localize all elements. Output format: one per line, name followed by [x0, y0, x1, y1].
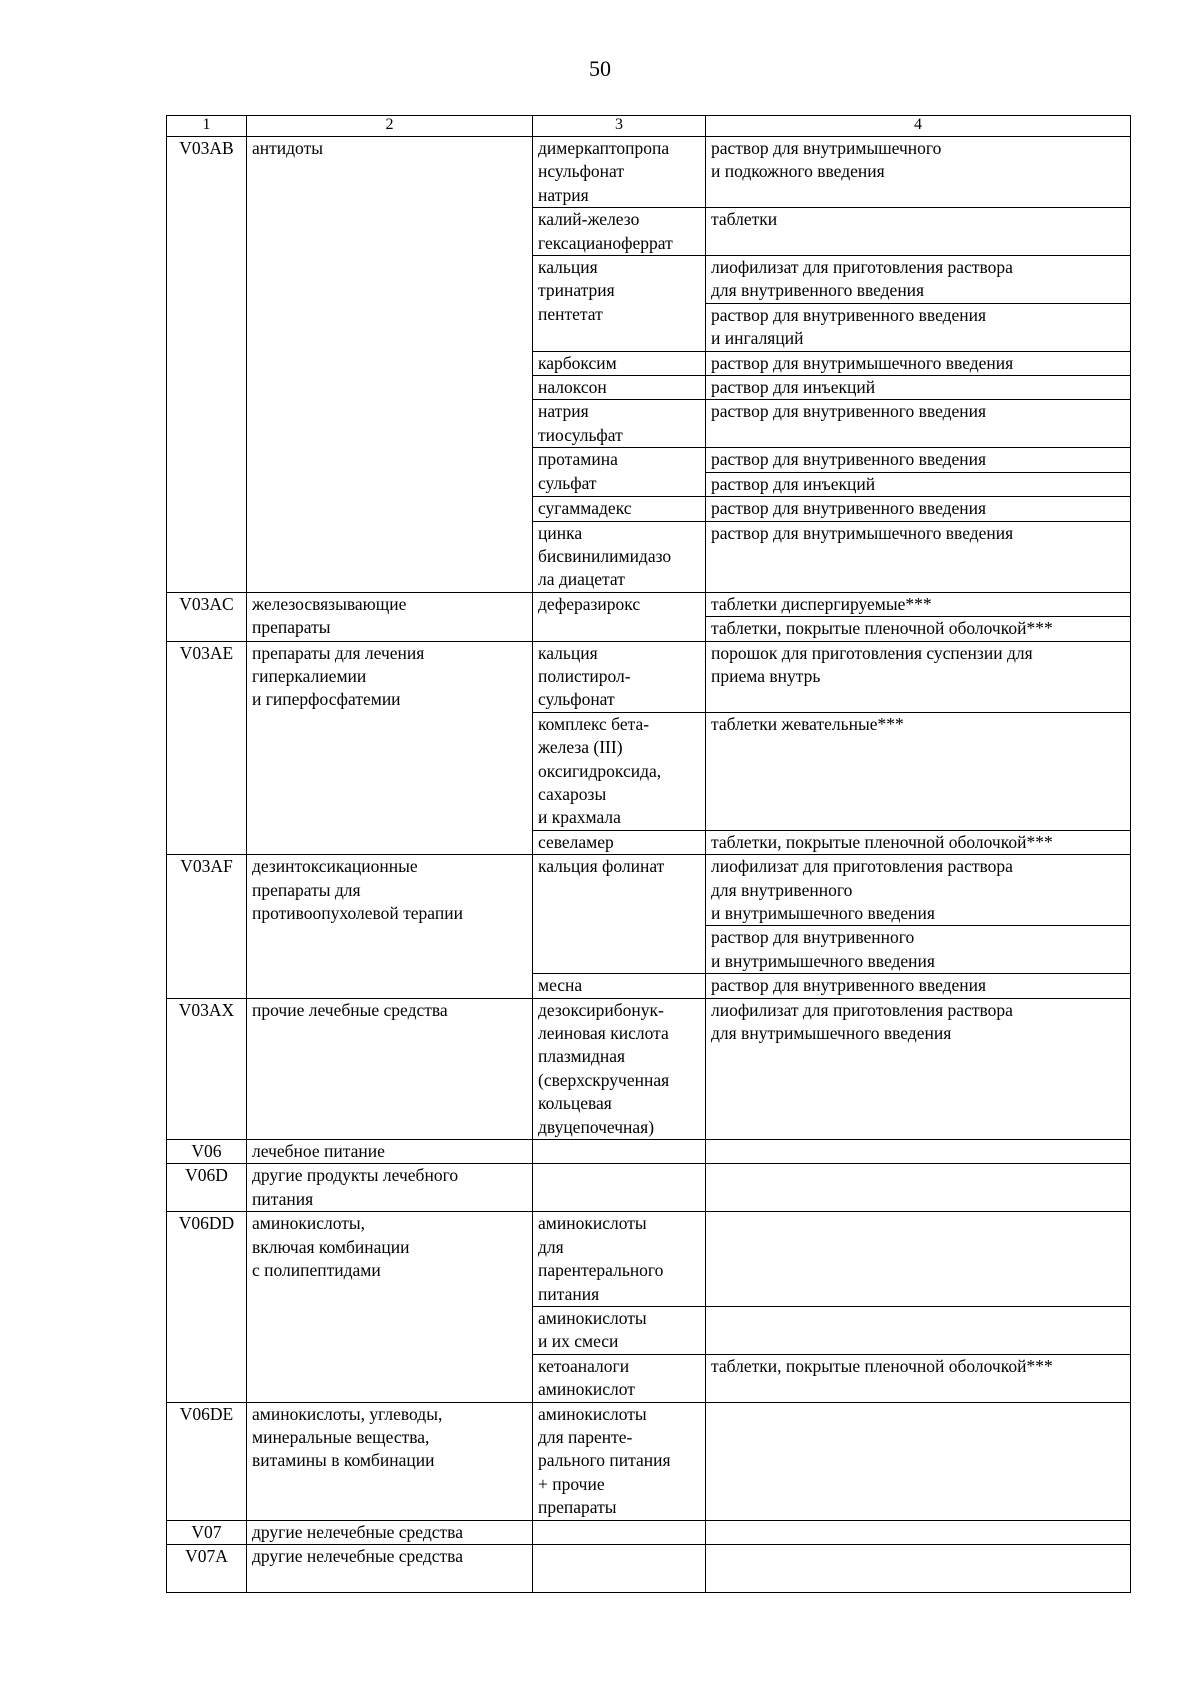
table-row [167, 855, 1131, 926]
drug-name-cell: протамина сульфат [533, 448, 706, 497]
table-row [167, 1164, 1131, 1212]
dosage-form-cell: раствор для инъекций [706, 472, 1131, 496]
atc-code-cell: V03AE [167, 641, 247, 855]
drug-name-cell: сугаммадекс [533, 497, 706, 521]
anatomical-group-cell: другие нелечебные средства [247, 1520, 533, 1544]
anatomical-group-cell: другие продукты лечебного питания [247, 1164, 533, 1212]
drug-name-cell [533, 1164, 706, 1212]
drug-table [166, 115, 1131, 1593]
table-row [167, 592, 1131, 616]
anatomical-group-cell: лечебное питание [247, 1140, 533, 1164]
atc-code-cell: V03AX [167, 998, 247, 1139]
drug-name-cell: налоксон [533, 376, 706, 400]
dosage-form-cell: таблетки, покрытые пленочной оболочкой*** [706, 830, 1131, 854]
drug-name-cell [533, 1544, 706, 1592]
dosage-form-cell: таблетки, покрытые пленочной оболочкой*** [706, 617, 1131, 641]
atc-code-cell: V06D [167, 1164, 247, 1212]
drug-name-cell: севеламер [533, 830, 706, 854]
dosage-form-cell: раствор для внутривенного введения [706, 400, 1131, 448]
dosage-form-cell: раствор для инъекций [706, 376, 1131, 400]
table-row [167, 998, 1131, 1139]
drug-name-cell: кальция полистирол- сульфонат [533, 641, 706, 712]
drug-name-cell [533, 1140, 706, 1164]
drug-name-cell: аминокислоты и их смеси [533, 1306, 706, 1354]
dosage-form-cell: раствор для внутривенного и внутримышечного введения [706, 926, 1131, 974]
atc-code-cell: V06 [167, 1140, 247, 1164]
anatomical-group-cell: аминокислоты, включая комбинации с полипептидами [247, 1212, 533, 1402]
drug-name-cell: деферазирокс [533, 592, 706, 641]
dosage-form-cell [706, 1544, 1131, 1592]
dosage-form-cell: раствор для внутривенного введения [706, 497, 1131, 521]
drug-name-cell: месна [533, 974, 706, 998]
table-body [167, 137, 1131, 1593]
dosage-form-cell [706, 1212, 1131, 1307]
drug-name-cell: кальция фолинат [533, 855, 706, 974]
dosage-form-cell [706, 1140, 1131, 1164]
anatomical-group-cell: железосвязывающие препараты [247, 592, 533, 641]
table-row [167, 137, 1131, 208]
dosage-form-cell: лиофилизат для приготовления раствора для внутривенного и внутримышечного введения [706, 855, 1131, 926]
drug-name-cell: аминокислоты для паренте- рального питания + прочие препараты [533, 1402, 706, 1520]
drug-name-cell [533, 1520, 706, 1544]
header-cell: 4 [706, 116, 1131, 137]
drug-name-cell: комплекс бета- железа (III) оксигидроксида, сахарозы и крахмала [533, 712, 706, 830]
table-row [167, 1544, 1131, 1592]
table-row [167, 1212, 1131, 1307]
dosage-form-cell [706, 1520, 1131, 1544]
dosage-form-cell: таблетки, покрытые пленочной оболочкой*** [706, 1354, 1131, 1402]
dosage-form-cell: раствор для внутримышечного введения [706, 521, 1131, 592]
dosage-form-cell: раствор для внутривенного введения [706, 448, 1131, 472]
table-row [167, 1140, 1131, 1164]
anatomical-group-cell: аминокислоты, углеводы, минеральные вещества, витамины в комбинации [247, 1402, 533, 1520]
drug-name-cell: дезоксирибонук- леиновая кислота плазмидная (сверхскрученная кольцевая двуцепочечная) [533, 998, 706, 1139]
header-cell: 1 [167, 116, 247, 137]
drug-name-cell: кетоаналоги аминокислот [533, 1354, 706, 1402]
page-number: 50 [589, 56, 611, 81]
drug-name-cell: карбоксим [533, 351, 706, 375]
drug-name-cell: калий-железо гексацианоферрат [533, 208, 706, 256]
anatomical-group-cell: антидоты [247, 137, 533, 593]
anatomical-group-cell: дезинтоксикационные препараты для противоопухолевой терапии [247, 855, 533, 998]
dosage-form-cell: раствор для внутривенного введения [706, 974, 1131, 998]
table-row [167, 1402, 1131, 1520]
drug-name-cell: кальция тринатрия пентетат [533, 256, 706, 352]
table-row [167, 641, 1131, 712]
table-row [167, 1520, 1131, 1544]
atc-code-cell: V03AC [167, 592, 247, 641]
dosage-form-cell: порошок для приготовления суспензии для приема внутрь [706, 641, 1131, 712]
drug-name-cell: цинка бисвинилимидазо ла диацетат [533, 521, 706, 592]
atc-code-cell: V03AB [167, 137, 247, 593]
dosage-form-cell: лиофилизат для приготовления раствора для внутривенного введения [706, 256, 1131, 304]
atc-code-cell: V06DE [167, 1402, 247, 1520]
dosage-form-cell [706, 1402, 1131, 1520]
drug-name-cell: натрия тиосульфат [533, 400, 706, 448]
anatomical-group-cell: другие нелечебные средства [247, 1544, 533, 1592]
dosage-form-cell: таблетки жевательные*** [706, 712, 1131, 830]
drug-name-cell: аминокислоты для парентерального питания [533, 1212, 706, 1307]
anatomical-group-cell: препараты для лечения гиперкалиемии и гиперфосфатемии [247, 641, 533, 855]
atc-code-cell: V06DD [167, 1212, 247, 1402]
dosage-form-cell [706, 1306, 1131, 1354]
dosage-form-cell [706, 1164, 1131, 1212]
dosage-form-cell: таблетки диспергируемые*** [706, 592, 1131, 616]
atc-code-cell: V07 [167, 1520, 247, 1544]
dosage-form-cell: раствор для внутривенного введения и ингаляций [706, 303, 1131, 351]
atc-code-cell: V03AF [167, 855, 247, 998]
dosage-form-cell: раствор для внутримышечного и подкожного введения [706, 137, 1131, 208]
header-cell: 3 [533, 116, 706, 137]
anatomical-group-cell: прочие лечебные средства [247, 998, 533, 1139]
header-row [167, 116, 1131, 137]
header-cell: 2 [247, 116, 533, 137]
dosage-form-cell: раствор для внутримышечного введения [706, 351, 1131, 375]
dosage-form-cell: таблетки [706, 208, 1131, 256]
dosage-form-cell: лиофилизат для приготовления раствора для внутримышечного введения [706, 998, 1131, 1139]
drug-name-cell: димеркаптопропа нсульфонат натрия [533, 137, 706, 208]
atc-code-cell: V07A [167, 1544, 247, 1592]
